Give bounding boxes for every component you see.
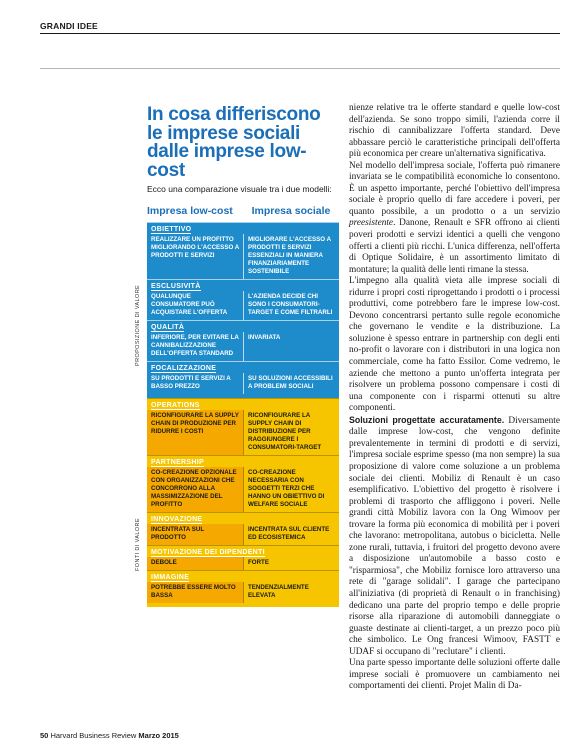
section-label: GRANDI IDEE (40, 21, 98, 31)
section-title: FOCALIZZAZIONE (147, 361, 339, 373)
low-cost-cell: REALIZZARE UN PROFITTO MIGLIORANDO L'ACCESSO A PRODOTTI E SERVIZI (151, 236, 239, 259)
column-header-social: Impresa sociale (251, 205, 331, 217)
table-row (147, 582, 339, 603)
article-paragraph: Nel modello dell'impresa sociale, l'offerta può rimanere invariata se le compatibilità economiche lo consentono. È un aspetto importante, perché l'obiettivo dell'impresa sociale è proprio quello di fare accedere i poveri, per quanto possibile, a un prodotto o a un servizio preesistente. Danone, Renault e SFR offrono ai clienti poveri prodotti e servizi identici a quelli che vengono offerti a clienti più ricchi. L'unica differenza, nell'offerta di Optique Solidaire, è un assortimento limitato di montature; la qualità delle lenti rimane la stessa. (349, 160, 560, 275)
comparison-infobox (147, 106, 339, 607)
page-number: 50 (40, 731, 49, 740)
social-cell: SU SOLUZIONI ACCESSIBILI A PROBLEMI SOCIALI (243, 373, 339, 394)
article-paragraph: L'impegno alla qualità vieta alle imprese sociali di ridurre i propri costi riprogettando i prodotti o i processi produttivi, come potrebbero fare le imprese low-cost. Devono concentrarsi pertanto sulle regole economiche che governano le vendite e la distribuzione. La soluzione è spesso entrare in partnership con degli enti no-profit o lavorare con i distributori in una logica non commerciale, come ha fatto Essilor. Come vedremo, le aziende che mettono a punto un'offerta integrata per risolvere un problema possono compensare i costi di una componente con i risparmi ottenuti su altre componenti. (349, 276, 560, 414)
side-label-value-proposition: PROPOSIZIONE DI VALORE (135, 284, 141, 366)
infobox-title: In cosa differiscono le imprese sociali dalle imprese low-cost (147, 104, 321, 181)
social-cell: MIGLIORARE L'ACCESSO A PRODOTTI E SERVIZI ESSENZIALI IN MANIERA FINANZIARIAMENTE SOSTENIBILE (243, 234, 339, 279)
section-title: QUALITÀ (147, 320, 339, 332)
article-body (349, 103, 560, 693)
issue-date: Marzo 2015 (138, 731, 179, 740)
low-cost-cell: SU PRODOTTI E SERVIZI A BASSO PREZZO (151, 375, 231, 390)
section-title: PARTNERSHIP (147, 455, 339, 467)
low-cost-cell: CO-CREAZIONE OPZIONALE CON ORGANIZZAZIONI CHE CONCORRONO ALLA MASSIMIZZAZIONE DEL PROFITTO (147, 467, 243, 512)
low-cost-cell: INFERIORE, PER EVITARE LA CANNIBALIZZAZIONE DELL'OFFERTA STANDARD (151, 334, 239, 357)
social-cell: RICONFIGURARE LA SUPPLY CHAIN DI DISTRIBUZIONE PER RAGGIUNGERE I CONSUMATORI-TARGET (243, 410, 339, 455)
article-paragraph: Soluzioni progettate accuratamente. Diversamente dalle imprese low-cost, che vengono definite prevalentemente in termini di prodotti e di servizi, l'impresa sociale esprime spesso (ma non sempre) la sua proposizione di valore come soluzione a un problema sociale dei clienti. Mobiliz di Renault è un caso esemplificativo. L'obiettivo del progetto è risolvere i problemi di trasporto che affliggono i poveri. Nelle grandi città Mobiliz lavora con la Ong Wimoov per trovare la forma più economica di mobilità per i poveri che lavorano: metropolitana, autobus o bicicletta. Nelle zone rurali, tuttavia, i fruitori del progetto devono avere a disposizione un'automobile a basso costo e "risparmiosa", che Mobiliz fornisce loro attraverso una rete di "garage solidali". I garage che partecipano all'iniziativa (di proprietà di Renault o in franchising) dedicano una parte del proprio tempo e delle proprie risorse alla riparazione di automobili danneggiate o guaste destinate ai clienti-target, a un prezzo poco più che simbolico. Le Ong francesi Wimoov, FASTT e UDAF si occupano di "reclutare" i clienti. (349, 414, 560, 657)
value-proposition-block (147, 222, 339, 398)
social-cell: TENDENZIALMENTE ELEVATA (243, 582, 339, 603)
magazine-name: Harvard Business Review (50, 731, 137, 740)
section-title: ESCLUSIVITÀ (147, 279, 339, 291)
low-cost-cell: POTREBBE ESSERE MOLTO BASSA (147, 582, 243, 603)
social-cell: INVARIATA (243, 332, 339, 361)
section-rule (40, 68, 560, 69)
table-row (147, 467, 339, 512)
table-row (147, 332, 339, 361)
social-cell: CO-CREAZIONE NECESSARIA CON SOGGETTI TERZI CHE HANNO UN OBIETTIVO DI WELFARE SOCIALE (243, 467, 339, 512)
side-label-value-sources: FONTI DI VALORE (135, 518, 141, 571)
table-row (147, 234, 339, 279)
column-header-low-cost: Impresa low-cost (147, 205, 233, 217)
infobox-subtitle: Ecco una comparazione visuale tra i due modelli: (147, 184, 332, 194)
table-row (147, 291, 339, 320)
low-cost-cell: DEBOLE (147, 557, 243, 570)
value-sources-block (147, 398, 339, 607)
table-row (147, 524, 339, 545)
social-cell: L'AZIENDA DECIDE CHI SONO I CONSUMATORI-TARGET E COME FILTRARLI (243, 291, 339, 320)
subhead: Soluzioni progettate accuratamente. (349, 414, 505, 425)
table-row (147, 373, 339, 394)
low-cost-cell: RICONFIGURARE LA SUPPLY CHAIN DI PRODUZIONE PER RIDURRE I COSTI (147, 410, 243, 455)
section-title: IMMAGINE (147, 570, 339, 582)
article-paragraph: nienze relative tra le offerte standard e quelle low-cost dell'azienda. Se sono troppo simili, l'azienda corre il rischio di cannibalizzare l'offerta standard. Deve abbassare perciò le caratteristiche principali dell'offerta più economica per creare un'alternativa significativa. (349, 103, 560, 160)
article-paragraph: Una parte spesso importante delle soluzioni offerte dalle imprese sociali è promuovere un cambiamento nei comportamenti dei clienti. Projet Malin di Da- (349, 658, 560, 692)
social-cell: INCENTRATA SUL CLIENTE ED ECOSISTEMICA (243, 524, 339, 545)
section-title: OPERATIONS (147, 398, 339, 410)
table-row (147, 557, 339, 570)
column-headers (147, 205, 339, 217)
table-row (147, 410, 339, 455)
page-footer (40, 731, 179, 740)
low-cost-cell: QUALUNQUE CONSUMATORE PUÒ ACQUISTARE L'OFFERTA (151, 293, 228, 316)
section-title: MOTIVAZIONE DEI DIPENDENTI (147, 545, 339, 557)
header-rule (40, 33, 560, 34)
comparison-table (147, 222, 339, 607)
low-cost-cell: INCENTRATA SUL PRODOTTO (147, 524, 243, 545)
section-title: INNOVAZIONE (147, 512, 339, 524)
section-title: OBIETTIVO (147, 222, 339, 234)
social-cell: FORTE (243, 557, 339, 570)
